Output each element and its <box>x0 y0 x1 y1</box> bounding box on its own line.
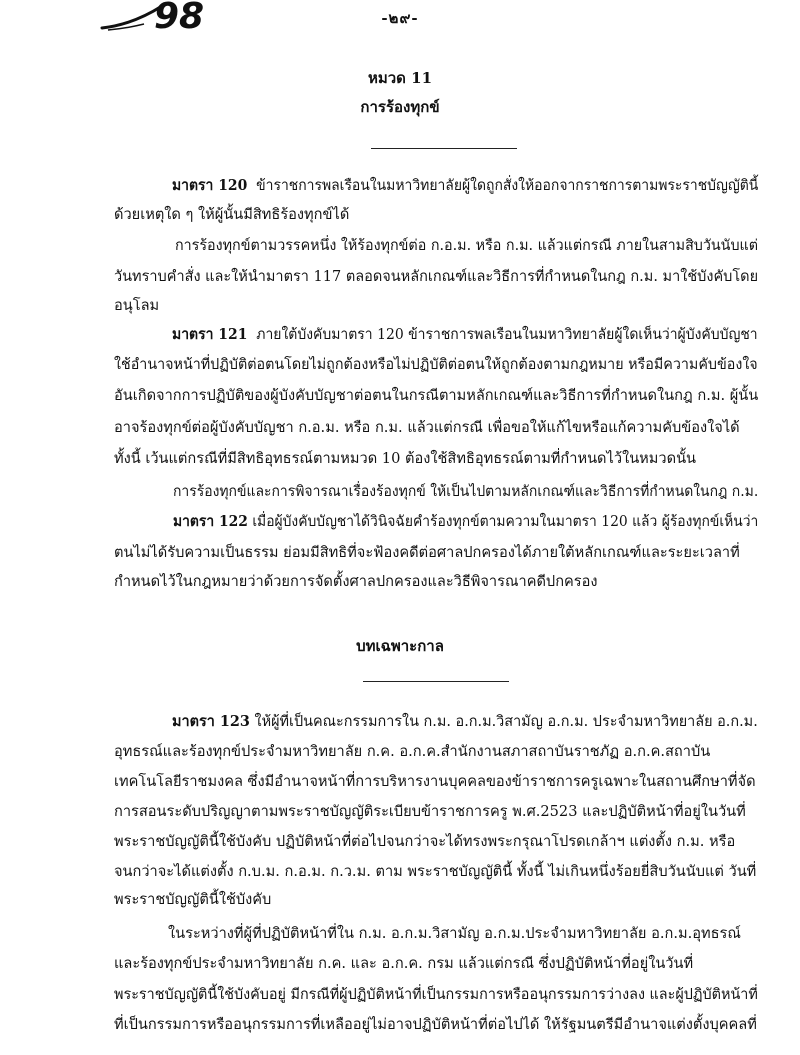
heading-divider <box>371 148 517 149</box>
section-121-line-4: อาจร้องทุกข์ต่อผู้บังคับบัญชา ก.อ.ม. หรือ ก.ม. แล้วแต่กรณี เพื่อขอให้แก้ไขหรือแก้ความคับข้องใจได้ <box>114 419 740 436</box>
section-121-line-2: ใช้อำนาจหน้าที่ปฏิบัติต่อตนโดยไม่ถูกต้องหรือไม่ปฏิบัติต่อตนให้ถูกต้องตามกฎหมาย หรือมีความคับข้องใจ <box>114 356 758 373</box>
section-123-line-2: อุทธรณ์และร้องทุกข์ประจำมหาวิทยาลัย ก.ค. อ.ก.ค.สำนักงานสภาสถาบันราชภัฏ อ.ก.ค.สถาบัน <box>114 743 711 760</box>
section-122-line-3: กำหนดไว้ในกฎหมายว่าด้วยการจัดตั้งศาลปกครองและวิธีพิจารณาคดีปกครอง <box>114 573 598 590</box>
section-label: มาตรา 120 <box>172 177 248 194</box>
section-120-line-3: การร้องทุกข์ตามวรรคหนึ่ง ให้ร้องทุกข์ต่อ ก.อ.ม. หรือ ก.ม. แล้วแต่กรณี ภายในสามสิบวันนับแต่ <box>175 237 759 254</box>
transitional-title: บทเฉพาะกาล <box>356 637 444 655</box>
page-number: -๒๙- <box>381 9 419 27</box>
section-121-line-5: ทั้งนี้ เว้นแต่กรณีที่มีสิทธิอุทธรณ์ตามหมวด 10 ต้องใช้สิทธิอุทธรณ์ตามที่กำหนดไว้ในหมวดนั้น <box>114 450 697 467</box>
section-122-line-1: มาตรา 122 เมื่อผู้บังคับบัญชาได้วินิจฉัยคำร้องทุกข์ตามความในมาตรา 120 แล้ว ผู้ร้องทุกข์เห็นว่า <box>173 513 759 530</box>
section-121-line-3: อันเกิดจากการปฏิบัติของผู้บังคับบัญชาต่อตนในกรณีตามหลักเกณฑ์และวิธีการที่กำหนดในกฎ ก.ม. ผู้นั้น <box>114 387 759 404</box>
section-label: มาตรา 122 <box>173 513 248 530</box>
chapter-subtitle: การร้องทุกข์ <box>360 98 440 116</box>
section-123-line-7: พระราชบัญญัตินี้ใช้บังคับ <box>114 891 272 908</box>
section-123-line-8: ในระหว่างที่ผู้ที่ปฏิบัติหน้าที่ใน ก.ม. อ.ก.ม.วิสามัญ อ.ก.ม.ประจำมหาวิทยาลัย อ.ก.ม.อุทธรณ์ <box>168 925 741 942</box>
section-label: มาตรา 121 <box>172 326 248 343</box>
section-121-line-6: การร้องทุกข์และการพิจารณาเรื่องร้องทุกข์ ให้เป็นไปตามหลักเกณฑ์และวิธีการที่กำหนดในกฎ ก.ม. <box>173 483 759 500</box>
section-123-line-1: มาตรา 123 ให้ผู้ที่เป็นคณะกรรมการใน ก.ม. อ.ก.ม.วิสามัญ อ.ก.ม. ประจำมหาวิทยาลัย อ.ก.ม. <box>172 713 758 730</box>
section-120-line-4: วันทราบคำสั่ง และให้นำมาตรา 117 ตลอดจนหลักเกณฑ์และวิธีการที่กำหนดในกฎ ก.ม. มาใช้บังคับโดย <box>114 268 759 285</box>
section-label: มาตรา 123 <box>172 713 250 730</box>
section-123-line-11: ที่เป็นกรรมการหรืออนุกรรมการที่เหลืออยู่ไม่อาจปฏิบัติหน้าที่ต่อไปได้ ให้รัฐมนตรีมีอำนาจแต่งตั้งบุคคลที่ <box>114 1016 757 1033</box>
section-123-line-3: เทคโนโลยีราชมงคล ซึ่งมีอำนาจหน้าที่การบริหารงานบุคคลของข้าราชการครูเฉพาะในสถานศึกษาที่จัด <box>114 773 756 790</box>
section-120-line-1: มาตรา 120 ข้าราชการพลเรือนในมหาวิทยาลัยผู้ใดถูกสั่งให้ออกจากราชการตามพระราชบัญญัตินี้ <box>172 177 759 194</box>
section-122-line-2: ตนไม่ได้รับความเป็นธรรม ย่อมมีสิทธิที่จะฟ้องคดีต่อศาลปกครองได้ภายใต้หลักเกณฑ์และระยะเวลาที่ <box>114 544 740 561</box>
chapter-title: หมวด 11 <box>367 69 433 87</box>
section-120-line-5: อนุโลม <box>114 297 160 314</box>
transitional-divider <box>363 681 509 682</box>
section-123-line-5: พระราชบัญญัตินี้ใช้บังคับ ปฏิบัติหน้าที่ต่อไปจนกว่าจะได้ทรงพระกรุณาโปรดเกล้าฯ แต่งตั้ง ก.ม. หรือ <box>114 833 736 850</box>
section-121-line-1: มาตรา 121 ภายใต้บังคับมาตรา 120 ข้าราชการพลเรือนในมหาวิทยาลัยผู้ใดเห็นว่าผู้บังคับบัญชา <box>172 326 758 343</box>
handwritten-number: 98 <box>154 0 205 37</box>
section-123-line-10: พระราชบัญญัตินี้ใช้บังคับอยู่ มีกรณีที่ผู้ปฏิบัติหน้าที่เป็นกรรมการหรืออนุกรรมการว่างลง และผู้ปฏิบัติหน้าที่ <box>114 986 758 1003</box>
section-123-line-9: และร้องทุกข์ประจำมหาวิทยาลัย ก.ค. และ อ.ก.ค. กรม แล้วแต่กรณี ซึ่งปฏิบัติหน้าที่อยู่ในวันที่ <box>114 955 694 972</box>
section-123-line-4: การสอนระดับปริญญาตามพระราชบัญญัติระเบียบข้าราชการครู พ.ศ.2523 และปฏิบัติหน้าที่อยู่ในวันที่ <box>114 803 746 820</box>
section-120-line-2: ด้วยเหตุใด ๆ ให้ผู้นั้นมีสิทธิร้องทุกข์ได้ <box>114 206 350 223</box>
section-123-line-6: จนกว่าจะได้แต่งตั้ง ก.บ.ม. ก.อ.ม. ก.ว.ม. ตาม พระราชบัญญัตินี้ ทั้งนี้ ไม่เกินหนึ่งร้อยยี่สิบวันนับแต่ วันที่ <box>114 863 757 880</box>
